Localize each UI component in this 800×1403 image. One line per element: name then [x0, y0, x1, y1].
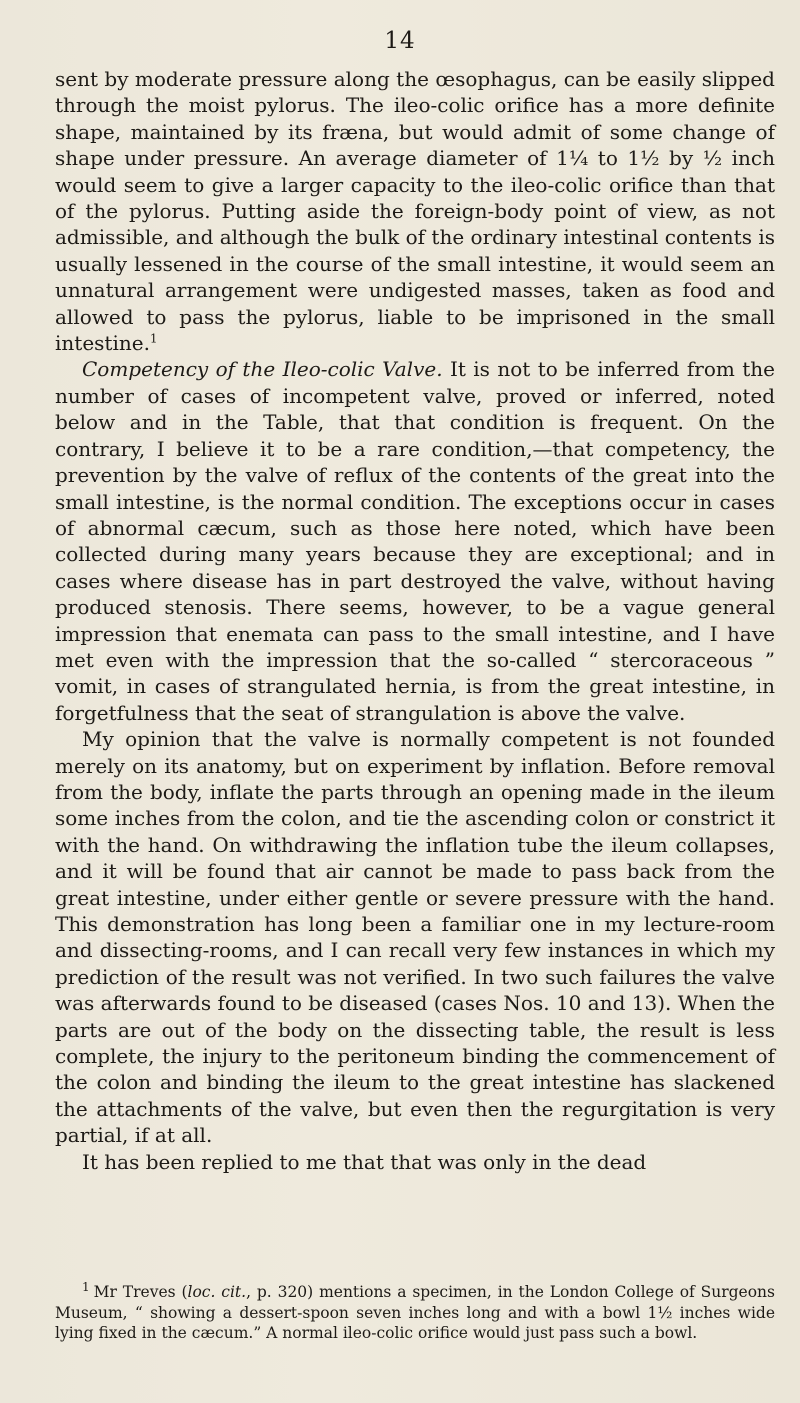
paragraph-1-text: sent by moderate pressure along the œsophagus, can be easily slipped through the moist pylorus. The ileo-colic orifice has a more definite shape, maintained by its fræna, but would admit of some change of shape under pressure. An average diameter of 1¼ to 1½ by ½ inch would seem to give a larger capacity to the ileo-colic orifice than that of the pylorus. Putting aside the foreign-body point of view, as not admissible, and although the bulk of the ordinary intestinal contents is usually lessened in the course of the small intestine, it would seem an unnatural arrangement were undigested masses, taken as food and allowed to pass the pylorus, liable to be imprisoned in the small intestine.: [55, 67, 775, 356]
footnote-reference: 1: [149, 331, 158, 346]
paragraph-4-text: It has been replied to me that that was only in the dead: [82, 1149, 647, 1174]
footnote-mark: 1: [82, 1279, 90, 1294]
paragraph-2: [55, 356, 775, 726]
body-text: [55, 66, 775, 1175]
footnote-text-2: , p. 320) mentions a specimen, in the London College of Surgeons Museum, “ showing a dessert-spoon seven inches long and with a bowl 1½ inches wide lying fixed in the cæcum.” A normal ileo-colic orifice would just pass such a bowl.: [55, 1283, 775, 1342]
paragraph-4: [55, 1149, 775, 1175]
paragraph-3-text: My opinion that the valve is normally competent is not founded merely on its anatomy, but on experiment by inflation. Before removal from the body, inflate the parts through an opening made in the ileum some inches from the colon, and tie the ascending colon or constrict it with the hand. On withdrawing the inflation tube the ileum collapses, and it will be found that air cannot be made to pass back from the great intestine, under either gentle or severe pressure with the hand. This demonstration has long been a familiar one in my lecture-room and dissecting-rooms, and I can recall very few instances in which my prediction of the result was not verified. In two such failures the valve was afterwards found to be diseased (cases Nos. 10 and 13). When the parts are out of the body on the dissecting table, the result is less complete, the injury to the peritoneum binding the commencement of the colon and binding the ileum to the great intestine has slackened the attachments of the valve, but even then the regurgitation is very partial, if at all.: [55, 727, 775, 1148]
page-number: 14: [384, 28, 416, 54]
footnote-paragraph: [55, 1279, 775, 1344]
section-heading-competency: Competency of the Ileo-colic Valve.: [82, 357, 443, 382]
footnote: [55, 1279, 775, 1344]
paragraph-1: [55, 66, 775, 356]
paragraph-3: [55, 726, 775, 1149]
footnote-text-1: Mr Treves (: [93, 1283, 188, 1301]
footnote-citation: loc. cit.: [187, 1283, 247, 1301]
paragraph-2-text: It is not to be inferred from the number of cases of incompetent valve, proved or inferred, noted below and in the Table, that that condition is frequent. On the contrary, I believe it to be a rare condition,—that competency, the prevention by the valve of reflux of the contents of the great into the small intestine, is the normal condition. The exceptions occur in cases of abnormal cæcum, such as those here noted, which have been collected during many years because they are exceptional; and in cases where disease has in part destroyed the valve, without having produced stenosis. There seems, however, to be a vague general impression that enemata can pass to the small intestine, and I have met even with the impression that the so-called “ stercoraceous ” vomit, in cases of strangulated hernia, is from the great intestine, in forgetfulness that the seat of strangulation is above the valve.: [55, 357, 775, 725]
